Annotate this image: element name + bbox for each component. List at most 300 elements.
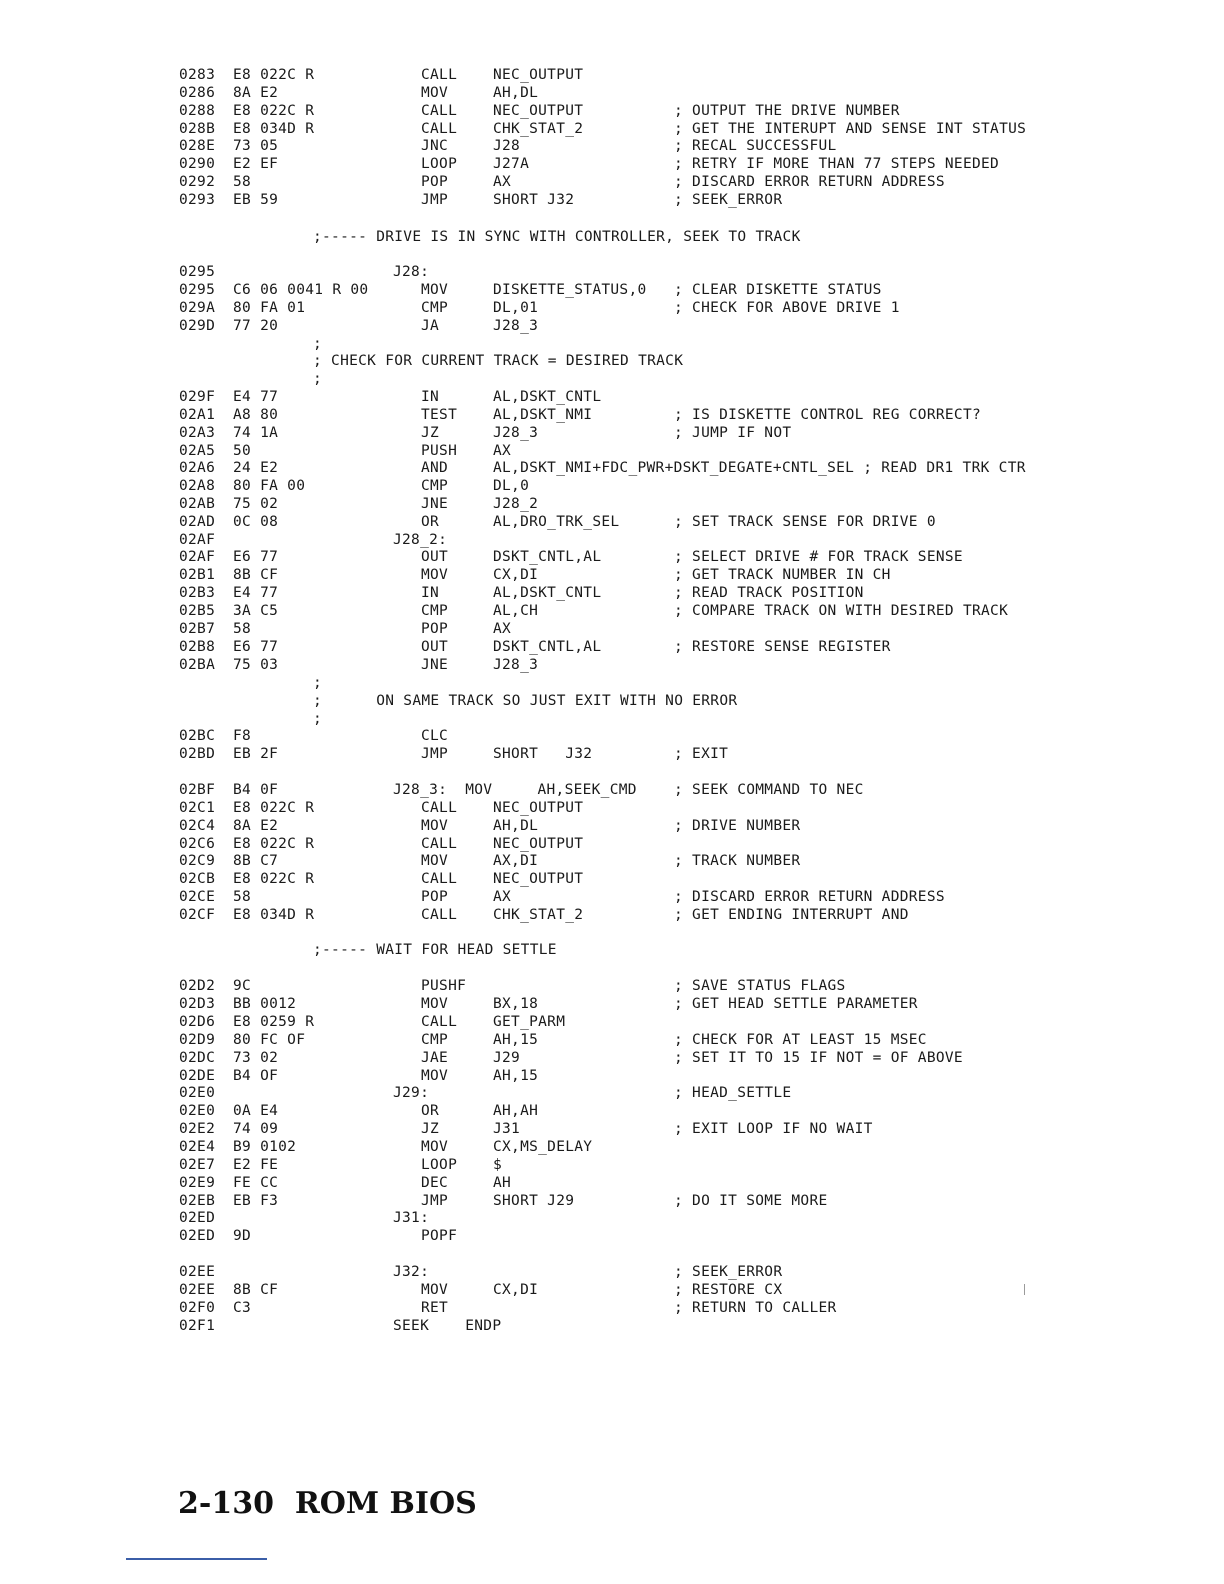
label: J28_2: — [393, 532, 448, 548]
operands: AH,DL — [493, 818, 539, 834]
opcode: CMP — [421, 1032, 449, 1048]
operands: CX,DI — [493, 567, 539, 583]
listing-line — [0, 1156, 1224, 1174]
listing-line — [0, 566, 1224, 584]
address: 02BF — [179, 782, 216, 798]
opcode: JNC — [421, 138, 449, 154]
opcode: MOV — [421, 1282, 449, 1298]
machine-code: E8 034D R — [233, 907, 315, 923]
separator-text: ; — [313, 336, 323, 352]
address: 0295 — [179, 282, 216, 298]
listing-line — [0, 1067, 1224, 1085]
listing-line — [0, 191, 1224, 209]
opcode: OR — [421, 1103, 440, 1119]
listing-line — [0, 155, 1224, 173]
opcode: DEC — [421, 1175, 449, 1191]
operands: J28 — [493, 138, 521, 154]
operands: DISKETTE_STATUS,0 — [493, 282, 647, 298]
address: 0288 — [179, 103, 216, 119]
listing-line — [0, 120, 1224, 138]
operands: AL,DSKT_NMI+FDC_PWR+DSKT_DEGATE+CNTL_SEL ; READ DR1 TRK CTR — [493, 460, 1026, 476]
operands: NEC_OUTPUT — [493, 836, 584, 852]
machine-code: EB F3 — [233, 1193, 279, 1209]
comment: ; RESTORE SENSE REGISTER — [674, 639, 891, 655]
machine-code: 58 — [233, 621, 252, 637]
machine-code: 58 — [233, 174, 252, 190]
machine-code: E8 022C R — [233, 800, 315, 816]
opcode: MOV — [421, 1068, 449, 1084]
machine-code: E8 0259 R — [233, 1014, 315, 1030]
machine-code: 24 E2 — [233, 460, 279, 476]
address: 02A5 — [179, 443, 216, 459]
comment: ; RETURN TO CALLER — [674, 1300, 837, 1316]
listing-separator — [0, 710, 1224, 728]
operands: SHORT J32 — [493, 192, 575, 208]
machine-code: 8B CF — [233, 1282, 279, 1298]
machine-code: E8 034D R — [233, 121, 315, 137]
opcode: AND — [421, 460, 449, 476]
machine-code: 77 20 — [233, 318, 279, 334]
machine-code: E4 77 — [233, 585, 279, 601]
address: 02B5 — [179, 603, 216, 619]
machine-code: B4 0F — [233, 782, 279, 798]
operands: SHORT J29 — [493, 1193, 575, 1209]
comment: ; SAVE STATUS FLAGS — [674, 978, 846, 994]
address: 02E0 — [179, 1085, 216, 1101]
listing-line — [0, 173, 1224, 191]
machine-code: E2 EF — [233, 156, 279, 172]
machine-code: F8 — [233, 728, 252, 744]
machine-code: 80 FA 00 — [233, 478, 306, 494]
opcode: JAE — [421, 1050, 449, 1066]
separator-text: ;----- WAIT FOR HEAD SETTLE — [313, 942, 557, 958]
address: 02C6 — [179, 836, 216, 852]
address: 02A6 — [179, 460, 216, 476]
opcode: JA — [421, 318, 440, 334]
address: 02B3 — [179, 585, 216, 601]
address: 02E7 — [179, 1157, 216, 1173]
opcode: MOV — [421, 282, 449, 298]
operands: NEC_OUTPUT — [493, 103, 584, 119]
operands: CHK_STAT_2 — [493, 907, 584, 923]
machine-code: E2 FE — [233, 1157, 279, 1173]
page-footer-title: 2-130 ROM BIOS — [178, 1486, 477, 1521]
comment: ; IS DISKETTE CONTROL REG CORRECT? — [674, 407, 982, 423]
listing-line — [0, 1174, 1224, 1192]
operands: J28_3 — [493, 657, 539, 673]
opcode: JMP — [421, 1193, 449, 1209]
machine-code: 8A E2 — [233, 818, 279, 834]
listing-separator — [0, 692, 1224, 710]
opcode: CALL — [421, 800, 458, 816]
operands: AX — [493, 443, 512, 459]
comment: ; SET TRACK SENSE FOR DRIVE 0 — [674, 514, 936, 530]
listing-line — [0, 620, 1224, 638]
address: 028E — [179, 138, 216, 154]
comment: ; READ TRACK POSITION — [674, 585, 864, 601]
machine-code: E6 77 — [233, 549, 279, 565]
address: 02C4 — [179, 818, 216, 834]
comment: ; CHECK FOR ABOVE DRIVE 1 — [674, 300, 900, 316]
opcode: JZ — [421, 425, 440, 441]
listing-separator — [0, 674, 1224, 692]
machine-code: 75 03 — [233, 657, 279, 673]
operands: AX — [493, 889, 512, 905]
opcode: TEST — [421, 407, 458, 423]
separator-text: ; ON SAME TRACK SO JUST EXIT WITH NO ERROR — [313, 693, 738, 709]
address: 02DE — [179, 1068, 216, 1084]
address: 02DC — [179, 1050, 216, 1066]
opcode: CALL — [421, 907, 458, 923]
listing-line — [0, 477, 1224, 495]
operands: AX — [493, 174, 512, 190]
separator-text: ; CHECK FOR CURRENT TRACK = DESIRED TRACK — [313, 353, 684, 369]
opcode: POP — [421, 621, 449, 637]
address: 02AB — [179, 496, 216, 512]
comment: ; JUMP IF NOT — [674, 425, 792, 441]
opcode: CALL — [421, 121, 458, 137]
listing-line — [0, 1263, 1224, 1281]
listing-line — [0, 1013, 1224, 1031]
opcode: CMP — [421, 300, 449, 316]
address: 02E9 — [179, 1175, 216, 1191]
comment: ; TRACK NUMBER — [674, 853, 801, 869]
address: 0292 — [179, 174, 216, 190]
machine-code: 58 — [233, 889, 252, 905]
machine-code: 75 02 — [233, 496, 279, 512]
listing-line — [0, 1120, 1224, 1138]
listing-line — [0, 852, 1224, 870]
listing-line — [0, 1299, 1224, 1317]
listing-line — [0, 1084, 1224, 1102]
machine-code: EB 2F — [233, 746, 279, 762]
machine-code: 0A E4 — [233, 1103, 279, 1119]
operands: DL,0 — [493, 478, 530, 494]
operands: DSKT_CNTL,AL — [493, 549, 602, 565]
address: 02B1 — [179, 567, 216, 583]
operands: AL,DRO_TRK_SEL — [493, 514, 620, 530]
opcode: JNE — [421, 657, 449, 673]
listing-line — [0, 977, 1224, 995]
opcode: MOV — [421, 996, 449, 1012]
comment: ; DRIVE NUMBER — [674, 818, 801, 834]
address: 028B — [179, 121, 216, 137]
opcode: CALL — [421, 836, 458, 852]
listing-line — [0, 1138, 1224, 1156]
address: 02A3 — [179, 425, 216, 441]
listing-line — [0, 870, 1224, 888]
opcode: PUSHF — [421, 978, 467, 994]
separator-text: ; — [313, 711, 323, 727]
comment: ; SEEK_ERROR — [674, 1264, 783, 1280]
machine-code: B9 0102 — [233, 1139, 297, 1155]
address: 02EE — [179, 1264, 216, 1280]
listing-line — [0, 906, 1224, 924]
address: 02CB — [179, 871, 216, 887]
opcode: CLC — [421, 728, 449, 744]
listing-line — [0, 459, 1224, 477]
listing-line — [0, 656, 1224, 674]
operands: J28_2 — [493, 496, 539, 512]
listing-line — [0, 84, 1224, 102]
listing-line — [0, 995, 1224, 1013]
label: J29: — [393, 1085, 430, 1101]
listing-line — [0, 584, 1224, 602]
opcode: POPF — [421, 1228, 458, 1244]
address: 02C1 — [179, 800, 216, 816]
machine-code: 8A E2 — [233, 85, 279, 101]
opcode: CALL — [421, 871, 458, 887]
operands: AL,DSKT_NMI — [493, 407, 593, 423]
machine-code: 8B C7 — [233, 853, 279, 869]
listing-line — [0, 727, 1224, 745]
listing-line — [0, 424, 1224, 442]
address: 02AF — [179, 532, 216, 548]
listing-line — [0, 1227, 1224, 1245]
footer-rule — [126, 1558, 267, 1560]
operands: J27A — [493, 156, 530, 172]
listing-line — [0, 388, 1224, 406]
address: 02E0 — [179, 1103, 216, 1119]
machine-code: E8 022C R — [233, 871, 315, 887]
operands: AX,DI — [493, 853, 539, 869]
label: J28: — [393, 264, 430, 280]
address: 02BA — [179, 657, 216, 673]
machine-code: B4 OF — [233, 1068, 279, 1084]
label: J31: — [393, 1210, 430, 1226]
label: J32: — [393, 1264, 430, 1280]
listing-line — [0, 281, 1224, 299]
comment: ; CHECK FOR AT LEAST 15 MSEC — [674, 1032, 927, 1048]
operands: AH — [493, 1175, 512, 1191]
address: 02D2 — [179, 978, 216, 994]
machine-code: 74 1A — [233, 425, 279, 441]
address: 02BC — [179, 728, 216, 744]
comment: ; GET TRACK NUMBER IN CH — [674, 567, 891, 583]
opcode: POP — [421, 889, 449, 905]
opcode: CALL — [421, 67, 458, 83]
address: 02E4 — [179, 1139, 216, 1155]
machine-code: 80 FA 01 — [233, 300, 306, 316]
machine-code: C6 06 0041 R 00 — [233, 282, 369, 298]
operands: J31 — [493, 1121, 521, 1137]
operands: NEC_OUTPUT — [493, 800, 584, 816]
comment: ; GET ENDING INTERRUPT AND — [674, 907, 909, 923]
opcode: MOV — [421, 1139, 449, 1155]
listing-line — [0, 799, 1224, 817]
listing-line — [0, 602, 1224, 620]
address: 0293 — [179, 192, 216, 208]
comment: ; DISCARD ERROR RETURN ADDRESS — [674, 174, 945, 190]
address: 0290 — [179, 156, 216, 172]
address: 0295 — [179, 264, 216, 280]
machine-code: 80 FC OF — [233, 1032, 306, 1048]
listing-line — [0, 102, 1224, 120]
address: 02A1 — [179, 407, 216, 423]
address: 029A — [179, 300, 216, 316]
opcode: CMP — [421, 603, 449, 619]
listing-line — [0, 317, 1224, 335]
comment: ; COMPARE TRACK ON WITH DESIRED TRACK — [674, 603, 1009, 619]
address: 02ED — [179, 1228, 216, 1244]
opcode: JNE — [421, 496, 449, 512]
listing-line — [0, 835, 1224, 853]
operands: CX,DI — [493, 1282, 539, 1298]
machine-code: E8 022C R — [233, 836, 315, 852]
listing-line — [0, 781, 1224, 799]
opcode: CMP — [421, 478, 449, 494]
separator-text: ; — [313, 675, 323, 691]
operands: $ — [493, 1157, 503, 1173]
opcode: CALL — [421, 103, 458, 119]
address: 0283 — [179, 67, 216, 83]
machine-code: EB 59 — [233, 192, 279, 208]
operands: DL,01 — [493, 300, 539, 316]
operands: GET_PARM — [493, 1014, 566, 1030]
listing-line — [0, 531, 1224, 549]
listing-line — [0, 406, 1224, 424]
machine-code: 50 — [233, 443, 252, 459]
opcode: MOV — [421, 85, 449, 101]
machine-code: 9C — [233, 978, 252, 994]
comment: ; RECAL SUCCESSFUL — [674, 138, 837, 154]
operands: NEC_OUTPUT — [493, 67, 584, 83]
address: 02ED — [179, 1210, 216, 1226]
machine-code: BB 0012 — [233, 996, 297, 1012]
listing-line — [0, 1192, 1224, 1210]
opcode: OUT — [421, 549, 449, 565]
opcode: OUT — [421, 639, 449, 655]
operands: CHK_STAT_2 — [493, 121, 584, 137]
listing-line — [0, 745, 1224, 763]
address: 029D — [179, 318, 216, 334]
operands: AH,DL — [493, 85, 539, 101]
machine-code: 74 09 — [233, 1121, 279, 1137]
opcode: MOV — [421, 818, 449, 834]
listing-line — [0, 1281, 1224, 1299]
opcode: RET — [421, 1300, 449, 1316]
listing-line — [0, 495, 1224, 513]
comment: ; HEAD_SETTLE — [674, 1085, 792, 1101]
machine-code: 0C 08 — [233, 514, 279, 530]
address: 02EE — [179, 1282, 216, 1298]
address: 02D3 — [179, 996, 216, 1012]
listing-separator — [0, 941, 1224, 959]
address: 02A8 — [179, 478, 216, 494]
operands: AL,CH — [493, 603, 539, 619]
address: 02AF — [179, 549, 216, 565]
opcode: CALL — [421, 1014, 458, 1030]
address: 02BD — [179, 746, 216, 762]
address: 02EB — [179, 1193, 216, 1209]
listing-line — [0, 1209, 1224, 1227]
address: 02C9 — [179, 853, 216, 869]
machine-code: E4 77 — [233, 389, 279, 405]
listing-line — [0, 1031, 1224, 1049]
operands: J28_3 — [493, 318, 539, 334]
operands: DSKT_CNTL,AL — [493, 639, 602, 655]
listing-separator — [0, 228, 1224, 246]
opcode: MOV — [421, 853, 449, 869]
comment: ; SEEK_ERROR — [674, 192, 783, 208]
listing-line — [0, 1102, 1224, 1120]
comment: ; CLEAR DISKETTE STATUS — [674, 282, 882, 298]
machine-code: FE CC — [233, 1175, 279, 1191]
operands: J29 — [493, 1050, 521, 1066]
comment: ; RESTORE CX — [674, 1282, 783, 1298]
comment: ; SEEK COMMAND TO NEC — [674, 782, 864, 798]
operands: AH,AH — [493, 1103, 539, 1119]
opcode: JMP — [421, 192, 449, 208]
operands: AX — [493, 621, 512, 637]
operands: BX,18 — [493, 996, 539, 1012]
listing-line — [0, 299, 1224, 317]
scan-mark — [1024, 1284, 1025, 1295]
listing-separator — [0, 335, 1224, 353]
operands: NEC_OUTPUT — [493, 871, 584, 887]
address: 02B7 — [179, 621, 216, 637]
opcode: IN — [421, 389, 440, 405]
address: 02F1 — [179, 1318, 216, 1334]
operands: AH,15 — [493, 1032, 539, 1048]
comment: ; OUTPUT THE DRIVE NUMBER — [674, 103, 900, 119]
machine-code: C3 — [233, 1300, 252, 1316]
address: 0286 — [179, 85, 216, 101]
label: SEEK ENDP — [393, 1318, 502, 1334]
address: 02AD — [179, 514, 216, 530]
comment: ; GET THE INTERUPT AND SENSE INT STATUS — [674, 121, 1027, 137]
machine-code: E8 022C R — [233, 67, 315, 83]
operands: AL,DSKT_CNTL — [493, 389, 602, 405]
address: 029F — [179, 389, 216, 405]
listing-line — [0, 888, 1224, 906]
listing-line — [0, 137, 1224, 155]
listing-line — [0, 1317, 1224, 1335]
opcode: PUSH — [421, 443, 458, 459]
separator-text: ; — [313, 371, 323, 387]
listing-line — [0, 638, 1224, 656]
operands: AL,DSKT_CNTL — [493, 585, 602, 601]
listing-line — [0, 263, 1224, 281]
address: 02CF — [179, 907, 216, 923]
opcode: MOV — [421, 567, 449, 583]
listing-line — [0, 1049, 1224, 1067]
operands: SHORT J32 — [493, 746, 593, 762]
listing-separator — [0, 352, 1224, 370]
address: 02B8 — [179, 639, 216, 655]
address: 02D6 — [179, 1014, 216, 1030]
machine-code: E8 022C R — [233, 103, 315, 119]
opcode: LOOP — [421, 156, 458, 172]
machine-code: A8 80 — [233, 407, 279, 423]
opcode: POP — [421, 174, 449, 190]
machine-code: E6 77 — [233, 639, 279, 655]
operands: J28_3 — [493, 425, 539, 441]
operands: CX,MS_DELAY — [493, 1139, 593, 1155]
comment: ; SET IT TO 15 IF NOT = OF ABOVE — [674, 1050, 963, 1066]
opcode: OR — [421, 514, 440, 530]
address: 02E2 — [179, 1121, 216, 1137]
label: J28_3: MOV AH,SEEK_CMD — [393, 782, 637, 798]
comment: ; SELECT DRIVE # FOR TRACK SENSE — [674, 549, 963, 565]
address: 02CE — [179, 889, 216, 905]
comment: ; EXIT — [674, 746, 729, 762]
opcode: LOOP — [421, 1157, 458, 1173]
machine-code: 9D — [233, 1228, 252, 1244]
listing-line — [0, 817, 1224, 835]
listing-line — [0, 548, 1224, 566]
comment: ; EXIT LOOP IF NO WAIT — [674, 1121, 873, 1137]
